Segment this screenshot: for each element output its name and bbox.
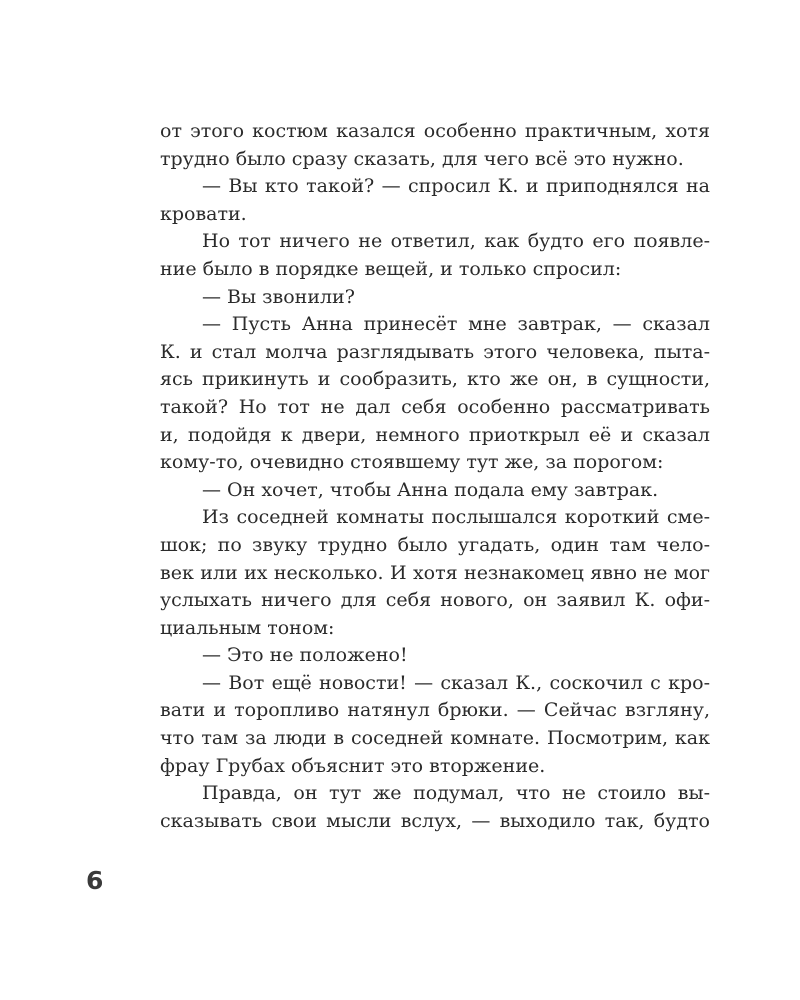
text-line: такой? Но тот не дал себя особенно рассматривать [160,395,710,418]
text-line: — Пусть Анна принесёт мне завтрак, — сказал [202,313,710,336]
text-line: шок; по звуку трудно было угадать, один там чело- [160,533,710,556]
text-line: кровати. [160,202,247,225]
text-line: услыхать ничего для себя нового, он заявил К. офи- [160,589,710,612]
text-line: и, подойдя к двери, немного приоткрыл её и сказал [160,423,710,446]
text-line: вати и торопливо натянул брюки. — Сейчас взгляну, [160,699,710,722]
body-text [160,118,710,835]
text-line: что там за люди в соседней комнате. Посмотрим, как [160,727,710,750]
text-line: от этого костюм казался особенно практичным, хотя [160,120,710,142]
text-line: К. и стал молча разглядывать этого человека, пыта- [160,340,710,363]
text-line: сказывать свои мысли вслух, — выходило так, будто [160,809,710,832]
text-line: — Это не положено! [202,644,408,667]
text-line: Из соседней комнаты послышался короткий сме- [202,506,710,529]
text-line: Но тот ничего не ответил, как будто его появле- [202,230,710,253]
text-line: трудно было сразу сказать, для чего всё это нужно. [160,147,684,170]
text-line: — Он хочет, чтобы Анна подала ему завтрак. [202,478,659,501]
text-line: ясь прикинуть и сообразить, кто же он, в сущности, [160,368,710,391]
page-number: 6 [86,866,104,895]
text-line: циальным тоном: [160,616,335,639]
text-line: — Вот ещё новости! — сказал К., соскочил с кро- [202,671,710,694]
text-line: кому-то, очевидно стоявшему тут же, за порогом: [160,451,664,474]
text-line: — Вы кто такой? — спросил К. и приподнялся на [202,175,710,198]
text-line: век или их несколько. И хотя незнакомец явно не мог [160,561,710,584]
text-line: Правда, он тут же подумал, что не стоило вы- [202,782,710,805]
text-line: — Вы звонили? [202,285,355,308]
text-line: ние было в порядке вещей, и только спросил: [160,257,622,280]
text-line: фрау Грубах объяснит это вторжение. [160,754,546,777]
